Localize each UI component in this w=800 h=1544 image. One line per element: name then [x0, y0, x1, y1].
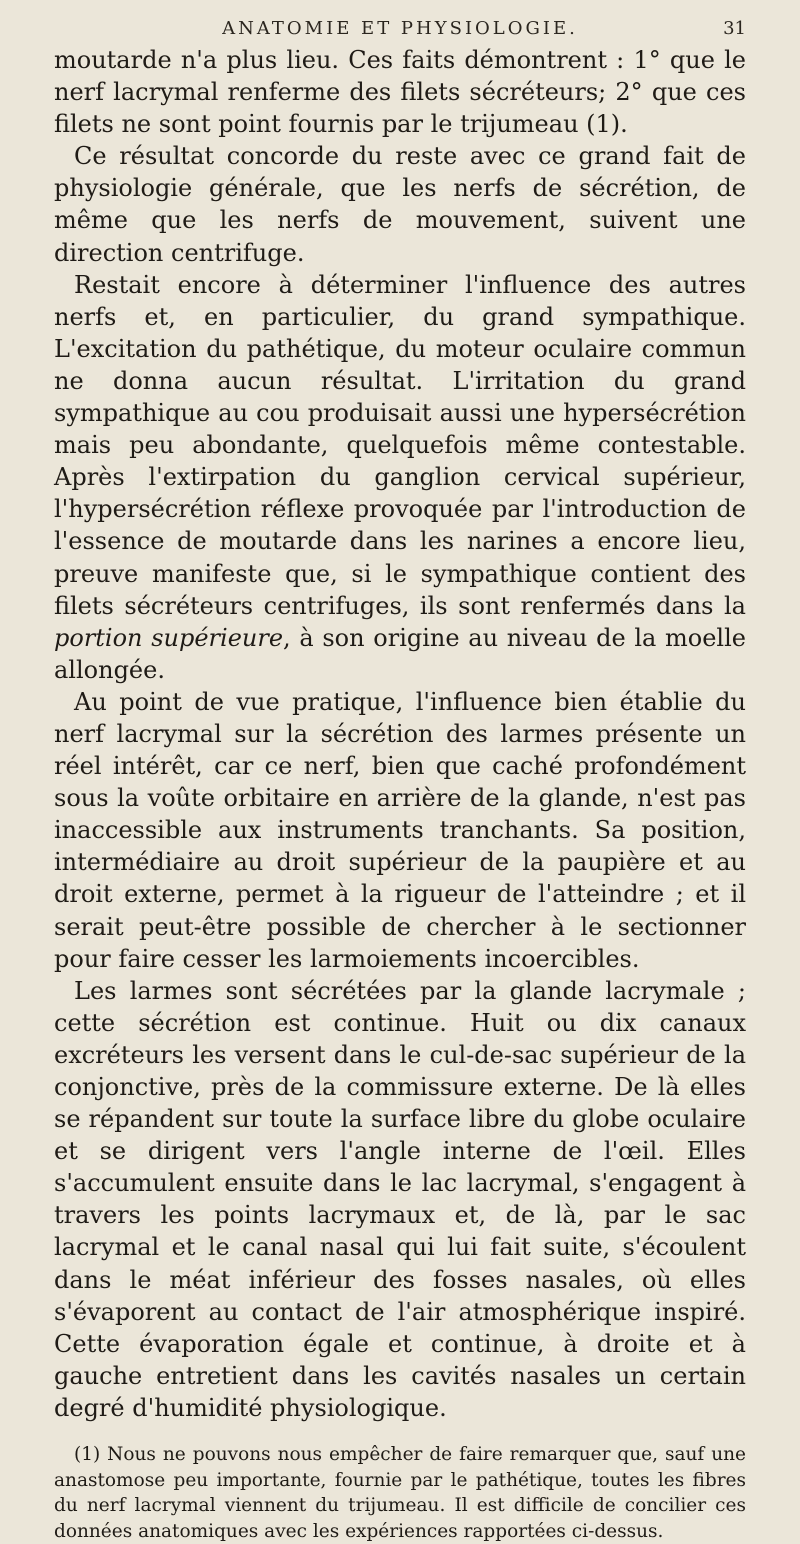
running-head: [54, 6, 746, 44]
paragraph-sympathetic-end: , à son origine au niveau de la moelle allongée.: [54, 623, 746, 684]
page-number: 31: [723, 18, 746, 39]
paragraph-continuation: moutarde n'a plus lieu. Ces faits démontrent : 1° que le nerf lacrymal renferme des filets sécréteurs; 2° que ces filets ne sont point fournis par le trijumeau (1).: [54, 46, 746, 139]
footnote: (1) Nous ne pouvons nous empêcher de faire remarquer que, sauf une anastomose peu importante, fournie par le pathétique, toutes les fibres du nerf lacrymal viennent du trijumeau. Il est difficile de concilier ces données anatomiques avec les expériences rapportées ci-dessus.: [54, 1444, 746, 1542]
emphasis-portion-superieure: portion supérieure: [54, 623, 284, 652]
running-title: ANATOMIE ET PHYSIOLOGIE.: [222, 18, 578, 39]
paragraph-tears: Les larmes sont sécrétées par la glande lacrymale ; cette sécrétion est continue. Huit ou dix canaux excréteurs les versent dans le cul-de-sac supérieur de la conjonctive, près de la commissure externe. De là elles se répandent sur toute la surface libre du globe oculaire et se dirigent vers l'angle interne de l'œil. Elles s'accumulent ensuite dans le lac lacrymal, s'engagent à travers les points lacrymaux et, de là, par le sac lacrymal et le canal nasal qui lui fait suite, s'écoulent dans le méat inférieur des fosses nasales, où elles s'évaporent au contact de l'air atmosphérique inspiré. Cette évaporation égale et continue, à droite et à gauche entretient dans les cavités nasales un certain degré d'humidité physiologique.: [54, 976, 746, 1422]
paragraph-practical: Au point de vue pratique, l'influence bien établie du nerf lacrymal sur la sécrétion des larmes présente un réel intérêt, car ce nerf, bien que caché profondément sous la voûte orbitaire en arrière de la glande, n'est pas inaccessible aux instruments tranchants. Sa position, intermédiaire au droit supérieur de la paupière et au droit externe, permet à la rigueur de l'atteindre ; et il serait peut-être possible de chercher à le sectionner pour faire cesser les larmoiements incoercibles.: [54, 687, 746, 973]
body-text: [54, 44, 746, 1424]
paragraph-physiology: Ce résultat concorde du reste avec ce grand fait de physiologie générale, que les nerfs de sécrétion, de même que les nerfs de mouvement, suivent une direction centrifuge.: [54, 142, 746, 267]
paragraph-sympathetic-text: Restait encore à déterminer l'influence des autres nerfs et, en particulier, du grand sympathique. L'excitation du pathétique, du moteur oculaire commun ne donna aucun résultat. L'irritation du grand sympathique au cou produisait aussi une hypersécrétion mais peu abondante, quelquefois même contestable. Après l'extirpation du ganglion cervical supérieur, l'hypersécrétion réflexe provoquée par l'introduction de l'essence de moutarde dans les narines a encore lieu, preuve manifeste que, si le sympathique contient des filets sécréteurs centrifuges, ils sont renfermés dans la: [54, 270, 746, 620]
paragraph-sympathetic: [54, 269, 746, 686]
